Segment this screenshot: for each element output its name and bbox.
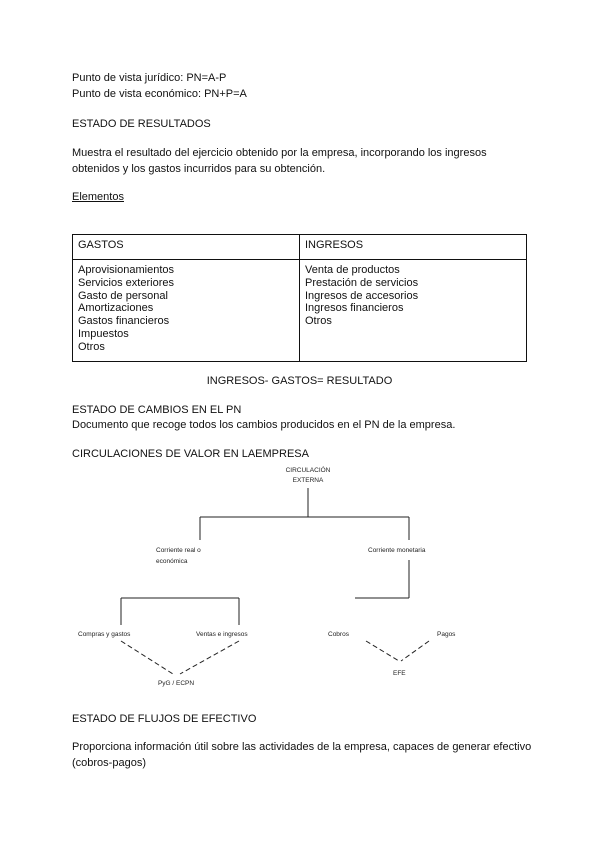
real-label-line2: económica <box>156 558 188 565</box>
resultados-description: Muestra el resultado del ejercicio obtenido por la empresa, incorporando los ingresos obtenidos y los gastos incurridos para su obtención. <box>72 147 487 175</box>
ingresos-item: Prestación de servicios <box>305 276 419 289</box>
flujos-title: ESTADO DE FLUJOS DE EFECTIVO <box>72 713 257 725</box>
root-label-line2: EXTERNA <box>292 477 324 484</box>
juridico-text: Punto de vista jurídico: PN=A-P <box>72 72 227 84</box>
cobros-label: Cobros <box>328 631 349 638</box>
gastos-item: Amortizaciones <box>78 302 154 315</box>
cambios-description: Documento que recoge todos los cambios producidos en el PN de la empresa. <box>72 419 456 431</box>
monetaria-label: Corriente monetaria <box>368 547 426 554</box>
circulaciones-title: CIRCULACIONES DE VALOR EN LAEMPRESA <box>72 448 309 460</box>
diagram-connectors <box>121 488 429 674</box>
gastos-item: Servicios exteriores <box>78 276 174 289</box>
ingresos-header: INGRESOS <box>300 235 527 260</box>
gastos-item: Aprovisionamientos <box>78 264 174 276</box>
elementos-heading: Elementos <box>72 191 124 203</box>
pyg-label: PyG / ECPN <box>157 680 195 687</box>
gastos-item: Gastos financieros <box>78 315 170 328</box>
resultados-title: ESTADO DE RESULTADOS <box>72 118 211 130</box>
ventas-to-pyg-line <box>180 641 239 674</box>
ventas-label: Ventas e ingresos <box>196 631 248 638</box>
ingresos-item: Ingresos de accesorios <box>305 289 419 302</box>
gastos-item: Otros <box>78 340 105 353</box>
gastos-item: Gasto de personal <box>78 289 168 302</box>
gastos-header: GASTOS <box>73 235 300 260</box>
real-label-line1: Corriente real o <box>156 547 201 554</box>
resultado-formula: INGRESOS- GASTOS= RESULTADO <box>206 375 393 387</box>
gastos-item: Impuestos <box>78 327 129 340</box>
pagos-label: Pagos <box>437 631 456 638</box>
cambios-title: ESTADO DE CAMBIOS EN EL PN <box>72 404 242 416</box>
ingresos-item: Otros <box>305 315 332 328</box>
compras-label: Compras y gastos <box>78 631 131 638</box>
ingresos-item: Venta de productos <box>305 264 400 276</box>
pagos-to-efe-line <box>401 641 429 661</box>
economico-text: Punto de vista económico: PN+P=A <box>72 88 247 100</box>
compras-to-pyg-line <box>121 641 173 674</box>
efe-label: EFE <box>393 670 406 677</box>
root-label-line1: CIRCULACIÓN <box>285 467 331 474</box>
flujos-description: Proporciona información útil sobre las actividades de la empresa, capaces de generar efectivo (cobros-pagos) <box>72 741 532 769</box>
ingresos-item: Ingresos financieros <box>305 302 404 315</box>
cobros-to-efe-line <box>366 641 399 661</box>
